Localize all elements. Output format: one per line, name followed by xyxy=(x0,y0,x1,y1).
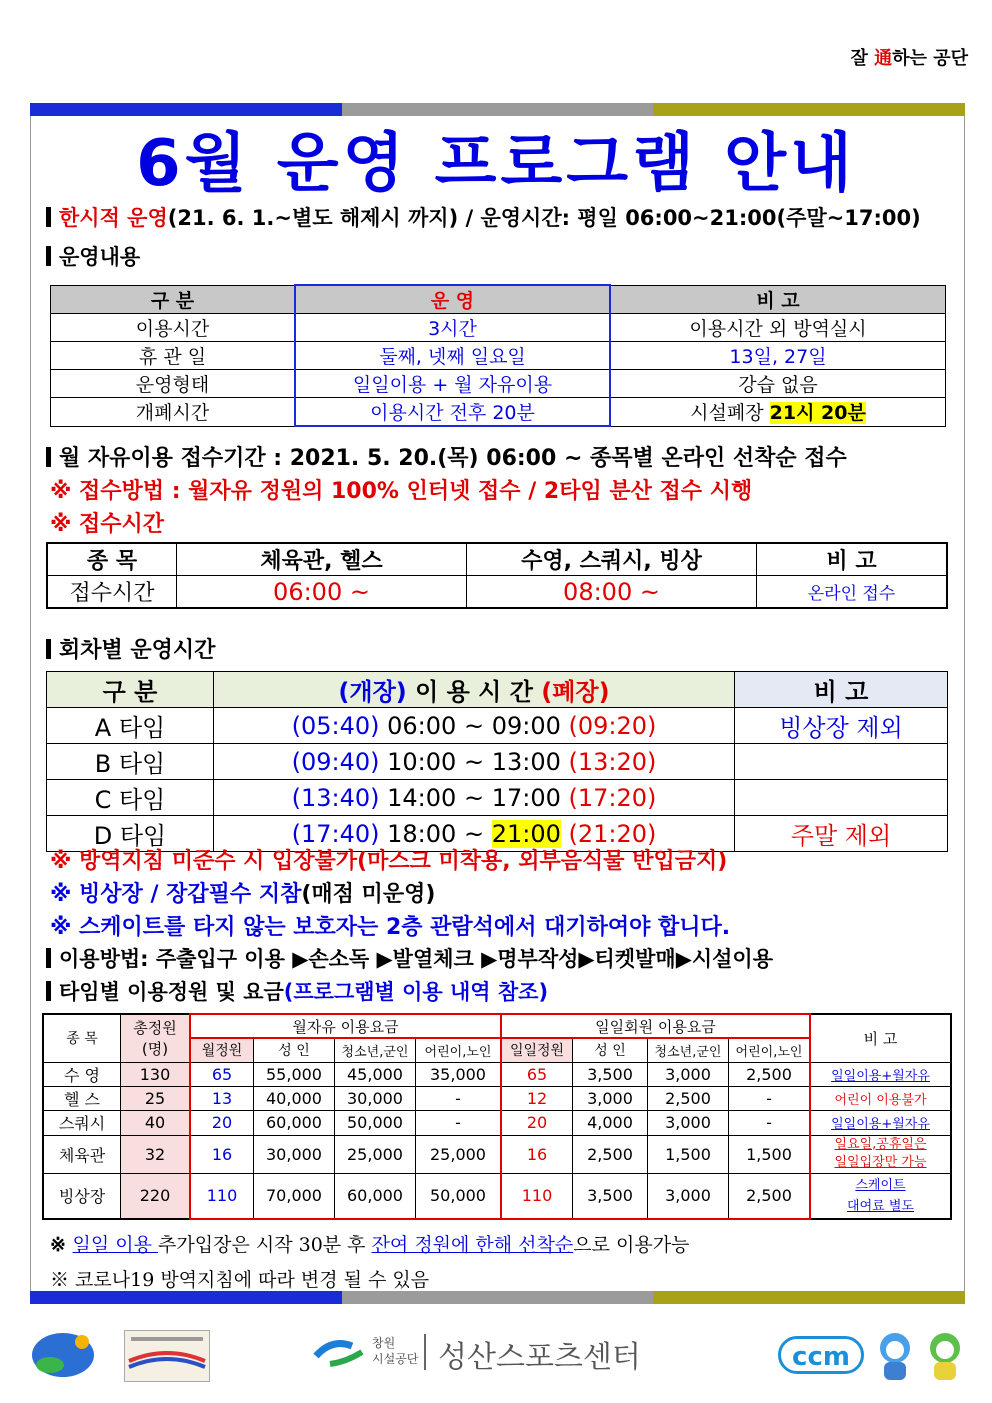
session-header-time: (개장) 이 용 시 간 (폐장) xyxy=(214,672,735,708)
table-row xyxy=(47,576,947,609)
table-row xyxy=(51,342,946,370)
fee-header-capacity: 총정원 (명) xyxy=(121,1014,191,1062)
fee-header-monthly: 월자유 이용요금 xyxy=(190,1014,501,1038)
fee-daily-adult: 3,500 xyxy=(573,1062,648,1086)
fee-monthly-child: - xyxy=(416,1086,502,1110)
ops-note: 이용시간 외 방역실시 xyxy=(610,314,946,342)
fee-capacity: 130 xyxy=(121,1062,191,1086)
bottom-color-bar xyxy=(30,1291,965,1304)
table-row xyxy=(43,1062,951,1086)
fee-daily-adult: 3,500 xyxy=(573,1173,648,1219)
session-note: 빙상장 제외 xyxy=(735,708,948,744)
fee-daily-adult: 3,000 xyxy=(573,1086,648,1110)
ops-value: 둘째, 넷째 일요일 xyxy=(295,342,610,370)
rule-gloves: ※ 빙상장 / 장갑필수 지참(매점 미운영) xyxy=(50,882,436,907)
fee-item: 빙상장 xyxy=(43,1173,121,1219)
reception-method-line: ※ 접수방법 : 월자유 정원의 100% 인터넷 접수 / 2타임 분산 접수 시행 xyxy=(50,479,753,504)
ops-header-category: 구 분 xyxy=(51,285,296,314)
session-header-note: 비 고 xyxy=(735,672,948,708)
ops-note: 13일, 27일 xyxy=(610,342,946,370)
fee-monthly-youth: 50,000 xyxy=(335,1110,416,1135)
note-additional-entry: ※ 일일 이용 추가입장은 시작 30분 후 잔여 정원에 한해 선착순으로 이용가능 xyxy=(50,1234,690,1256)
slogan: 잘 通하는 공단 xyxy=(850,48,968,69)
fee-note: 일일이용+월자유 xyxy=(810,1110,951,1135)
fee-sub-monthly-adult: 성 인 xyxy=(254,1038,335,1062)
reception-time-swim: 08:00 ~ xyxy=(467,576,757,609)
table-row xyxy=(43,1173,951,1219)
reception-table xyxy=(46,542,948,609)
fee-item: 헬 스 xyxy=(43,1086,121,1110)
fee-item: 수 영 xyxy=(43,1062,121,1086)
ccm-logo: ccm xyxy=(778,1336,864,1374)
session-note xyxy=(735,744,948,780)
corporation-name: 창원 시설공단 xyxy=(372,1336,419,1366)
reception-note: 온라인 접수 xyxy=(757,576,948,609)
mascot-blue-icon xyxy=(872,1330,918,1382)
ops-value: 이용시간 전후 20분 xyxy=(295,398,610,427)
fee-note: 어린이 이용불가 xyxy=(810,1086,951,1110)
fee-monthly-cap: 65 xyxy=(190,1062,254,1086)
ops-value: 일일이용 + 월 자유이용 xyxy=(295,370,610,398)
usage-line: 이용방법: 주출입구 이용 ▶손소독 ▶발열체크 ▶명부작성▶티켓발매▶시설이용 xyxy=(46,943,773,973)
note-covid-change: ※ 코로나19 방역지침에 따라 변경 될 수 있음 xyxy=(50,1269,430,1291)
fee-monthly-youth: 30,000 xyxy=(335,1086,416,1110)
fee-monthly-child: 35,000 xyxy=(416,1062,502,1086)
notice-line: 한시적 운영(21. 6. 1.~별도 해제시 까지) / 운영시간: 평일 06:00~21:00(주말~17:00) xyxy=(46,202,921,232)
fee-monthly-adult: 30,000 xyxy=(254,1135,335,1173)
page-title: 6월 운영 프로그램 안내 xyxy=(136,127,856,201)
fee-daily-child: - xyxy=(729,1110,811,1135)
reception-header-item: 종 목 xyxy=(47,543,177,576)
rule-quarantine: ※ 방역지침 미준수 시 입장불가(마스크 미착용, 외부음식물 반입금지) xyxy=(50,849,728,874)
session-table xyxy=(46,671,948,852)
fee-monthly-adult: 55,000 xyxy=(254,1062,335,1086)
mascot-blue xyxy=(872,1330,918,1382)
fee-capacity: 25 xyxy=(121,1086,191,1110)
fee-daily-youth: 3,000 xyxy=(648,1062,729,1086)
table-row xyxy=(51,370,946,398)
fee-capacity: 40 xyxy=(121,1110,191,1135)
fee-monthly-child: 50,000 xyxy=(416,1173,502,1219)
fee-monthly-adult: 70,000 xyxy=(254,1173,335,1219)
fee-heading: 타임별 이용정원 및 요금(프로그램별 이용 내역 참조) xyxy=(46,976,548,1006)
certification-badge xyxy=(124,1330,210,1382)
table-row xyxy=(47,780,948,816)
table-row xyxy=(47,708,948,744)
fee-sub-daily-adult: 성 인 xyxy=(573,1038,648,1062)
fee-sub-daily-cap: 일일정원 xyxy=(501,1038,573,1062)
fee-daily-cap: 12 xyxy=(501,1086,573,1110)
section-ops-heading: 운영내용 xyxy=(46,241,140,271)
session-label: B 타임 xyxy=(47,744,214,780)
session-time: (09:40) 10:00 ~ 13:00 (13:20) xyxy=(214,744,735,780)
fee-sub-monthly-cap: 월정원 xyxy=(190,1038,254,1062)
fee-header-note: 비 고 xyxy=(810,1014,951,1062)
rule-guardian: ※ 스케이트를 타지 않는 보호자는 2층 관람석에서 대기하여야 합니다. xyxy=(50,915,731,940)
fee-header-item: 종 목 xyxy=(43,1014,121,1062)
session-time: (13:40) 14:00 ~ 17:00 (17:20) xyxy=(214,780,735,816)
reception-time-line: ※ 접수시간 xyxy=(50,512,165,537)
fee-monthly-cap: 16 xyxy=(190,1135,254,1173)
fee-monthly-youth: 60,000 xyxy=(335,1173,416,1219)
reception-header-note: 비 고 xyxy=(757,543,948,576)
certification-badge-icon xyxy=(125,1331,209,1381)
monthly-reception-line: 월 자유이용 접수기간 : 2021. 5. 20.(목) 06:00 ~ 종목별 온라인 선착순 접수 xyxy=(46,441,847,472)
fee-daily-cap: 16 xyxy=(501,1135,573,1173)
session-note xyxy=(735,780,948,816)
fee-sub-daily-youth: 청소년,군인 xyxy=(648,1038,729,1062)
fee-note: 일요일,공휴일은 일일입장만 가능 xyxy=(810,1135,951,1173)
fee-monthly-adult: 40,000 xyxy=(254,1086,335,1110)
session-label: C 타임 xyxy=(47,780,214,816)
corporation-logo xyxy=(312,1332,370,1372)
fee-daily-cap: 110 xyxy=(501,1173,573,1219)
fee-sub-monthly-child: 어린이,노인 xyxy=(416,1038,502,1062)
table-row xyxy=(51,398,946,427)
fee-daily-child: 2,500 xyxy=(729,1173,811,1219)
fee-daily-youth: 3,000 xyxy=(648,1110,729,1135)
ops-label: 운영형태 xyxy=(51,370,296,398)
section-sessions-heading: 회차별 운영시간 xyxy=(46,633,215,664)
fee-daily-cap: 20 xyxy=(501,1110,573,1135)
session-header-label: 구 분 xyxy=(47,672,214,708)
fee-daily-adult: 4,000 xyxy=(573,1110,648,1135)
fee-monthly-youth: 45,000 xyxy=(335,1062,416,1086)
fee-daily-youth: 2,500 xyxy=(648,1086,729,1110)
city-logo xyxy=(30,1330,96,1380)
corporation-logo-icon xyxy=(312,1332,370,1372)
session-label: D 타임 xyxy=(47,816,214,852)
fee-table xyxy=(42,1013,952,1220)
fee-note: 스케이트 대여료 별도 xyxy=(810,1173,951,1219)
center-name: 성산스포츠센터 xyxy=(438,1340,641,1375)
fee-sub-daily-child: 어린이,노인 xyxy=(729,1038,811,1062)
fee-monthly-cap: 20 xyxy=(190,1110,254,1135)
table-row xyxy=(43,1086,951,1110)
fee-daily-cap: 65 xyxy=(501,1062,573,1086)
reception-header-swim: 수영, 스쿼시, 빙상 xyxy=(467,543,757,576)
table-row xyxy=(43,1135,951,1173)
mascot-green-icon xyxy=(922,1330,968,1382)
fee-monthly-youth: 25,000 xyxy=(335,1135,416,1173)
fee-capacity: 220 xyxy=(121,1173,191,1219)
fee-daily-youth: 3,000 xyxy=(648,1173,729,1219)
ops-table xyxy=(50,284,946,427)
fee-monthly-cap: 110 xyxy=(190,1173,254,1219)
session-time: (17:40) 18:00 ~ 21:00 (21:20) xyxy=(214,816,735,852)
mascot-green xyxy=(922,1330,968,1382)
table-row xyxy=(43,1110,951,1135)
reception-header-gym: 체육관, 헬스 xyxy=(177,543,467,576)
fee-item: 체육관 xyxy=(43,1135,121,1173)
fee-daily-child: 2,500 xyxy=(729,1062,811,1086)
fee-monthly-adult: 60,000 xyxy=(254,1110,335,1135)
fee-sub-monthly-youth: 청소년,군인 xyxy=(335,1038,416,1062)
ops-value: 3시간 xyxy=(295,314,610,342)
fee-daily-child: 1,500 xyxy=(729,1135,811,1173)
ops-label: 개폐시간 xyxy=(51,398,296,427)
fee-capacity: 32 xyxy=(121,1135,191,1173)
table-row xyxy=(47,744,948,780)
ops-note: 강습 없음 xyxy=(610,370,946,398)
fee-daily-child: - xyxy=(729,1086,811,1110)
fee-daily-youth: 1,500 xyxy=(648,1135,729,1173)
fee-note: 일일이용+월자유 xyxy=(810,1062,951,1086)
fee-monthly-child: 25,000 xyxy=(416,1135,502,1173)
footer-divider xyxy=(424,1334,426,1370)
fee-header-daily: 일일회원 이용요금 xyxy=(501,1014,810,1038)
session-time: (05:40) 06:00 ~ 09:00 (09:20) xyxy=(214,708,735,744)
reception-row-label: 접수시간 xyxy=(47,576,177,609)
session-note: 주말 제외 xyxy=(735,816,948,852)
fee-item: 스쿼시 xyxy=(43,1110,121,1135)
session-label: A 타임 xyxy=(47,708,214,744)
ops-label: 이용시간 xyxy=(51,314,296,342)
fee-daily-adult: 2,500 xyxy=(573,1135,648,1173)
city-logo-icon xyxy=(30,1330,96,1380)
ops-label: 휴 관 일 xyxy=(51,342,296,370)
table-row xyxy=(51,314,946,342)
ops-header-note: 비 고 xyxy=(610,285,946,314)
ops-header-operation: 운 영 xyxy=(295,285,610,314)
ops-note: 시설폐장 21시 20분 xyxy=(610,398,946,427)
reception-time-gym: 06:00 ~ xyxy=(177,576,467,609)
fee-monthly-cap: 13 xyxy=(190,1086,254,1110)
fee-monthly-child: - xyxy=(416,1110,502,1135)
